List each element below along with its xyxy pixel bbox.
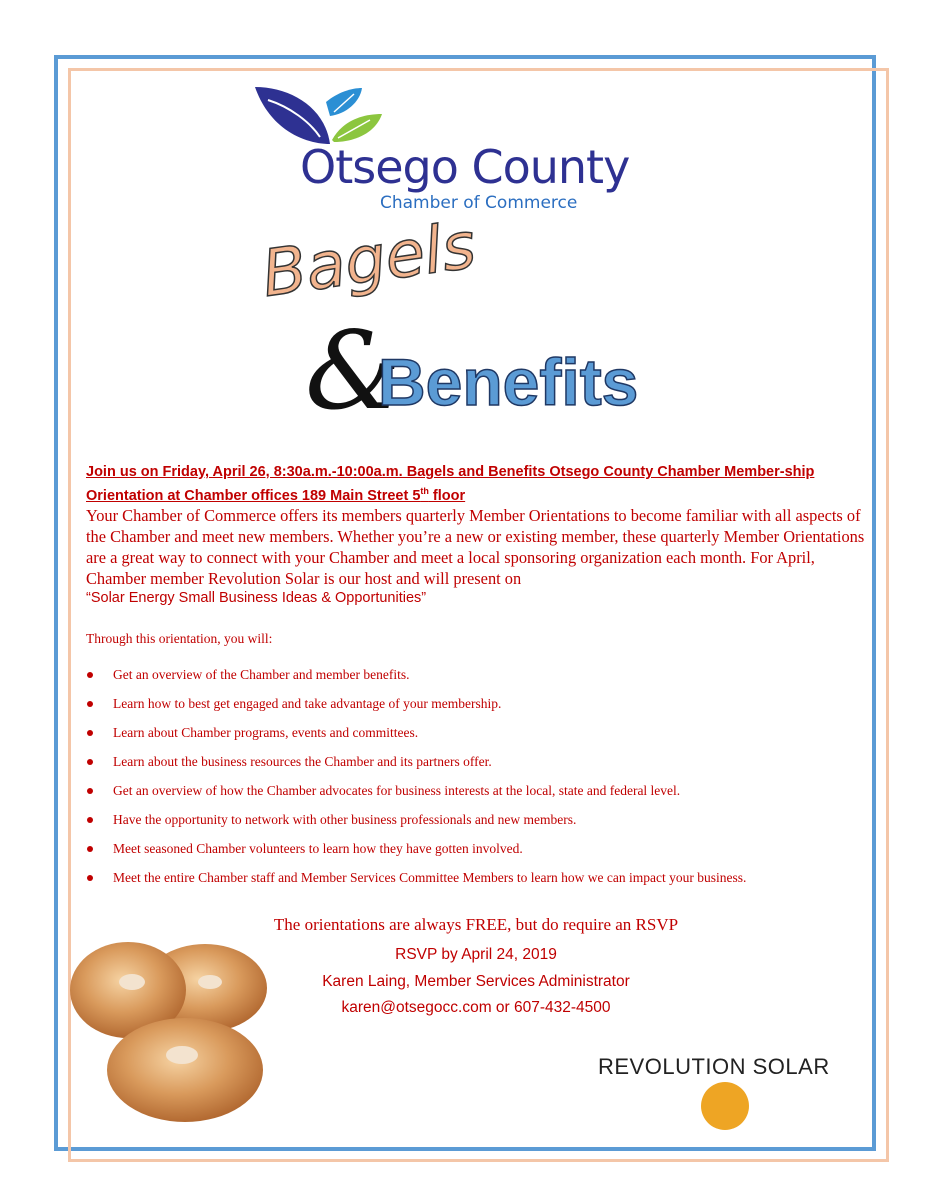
bullets-intro: Through this orientation, you will:: [86, 631, 273, 646]
bullet-icon: [87, 846, 93, 852]
body-paragraph: Your Chamber of Commerce offers its members quarterly Member Orientations to become familiar with all aspects of the Chamber and meet new members. Whether you’re a new or existing member, these quarterly Member Orientations are a great way to connect with your Chamber and meet a local sponsoring organization each month. For April, Chamber member Revolution Solar is our host and will present on: [86, 506, 865, 588]
logo-subtitle: Chamber of Commerce: [380, 193, 578, 213]
list-item: Learn how to best get engaged and take advantage of your membership.: [86, 689, 746, 718]
list-item: Get an overview of how the Chamber advocates for business interests at the local, state and federal level.: [86, 776, 746, 805]
sponsor-logo-text: REVOLUTION SOLAR: [598, 1054, 830, 1079]
title-benefits: Benefits: [378, 345, 639, 419]
presentation-title: “Solar Energy Small Business Ideas & Opportunities”: [86, 590, 427, 606]
bullet-icon: [87, 875, 93, 881]
bullet-icon: [87, 730, 93, 736]
bullet-icon: [87, 701, 93, 707]
bullet-icon: [87, 788, 93, 794]
title-bagels: Bagels: [257, 208, 481, 312]
contact-info: karen@otsegocc.com or 607-432-4500: [341, 999, 611, 1016]
rsvp-deadline: RSVP by April 24, 2019: [395, 946, 557, 963]
benefits-list: [86, 660, 746, 893]
event-headline: Join us on Friday, April 26, 8:30a.m.-10:00a.m. Bagels and Benefits Otsego County Chamber Member-ship Orientation at Chamber offices 189 Main Street 5th floor: [86, 464, 815, 504]
list-item: Meet the entire Chamber staff and Member Services Committee Members to learn how we can impact your business.: [86, 864, 746, 893]
list-item: Learn about the business resources the Chamber and its partners offer.: [86, 747, 746, 776]
list-item: Get an overview of the Chamber and member benefits.: [86, 660, 746, 689]
bullet-icon: [87, 817, 93, 823]
bullet-icon: [87, 672, 93, 678]
logo-title: Otsego County: [300, 140, 630, 194]
sun-icon: [701, 1082, 749, 1130]
list-item: Meet seasoned Chamber volunteers to learn how they have gotten involved.: [86, 835, 746, 864]
list-item: Have the opportunity to network with other business professionals and new members.: [86, 805, 746, 834]
list-item: Learn about Chamber programs, events and committees.: [86, 718, 746, 747]
contact-name: Karen Laing, Member Services Administrator: [322, 973, 630, 990]
title-ampersand: &: [305, 309, 402, 434]
bullet-icon: [87, 759, 93, 765]
free-notice: The orientations are always FREE, but do require an RSVP: [273, 915, 679, 934]
